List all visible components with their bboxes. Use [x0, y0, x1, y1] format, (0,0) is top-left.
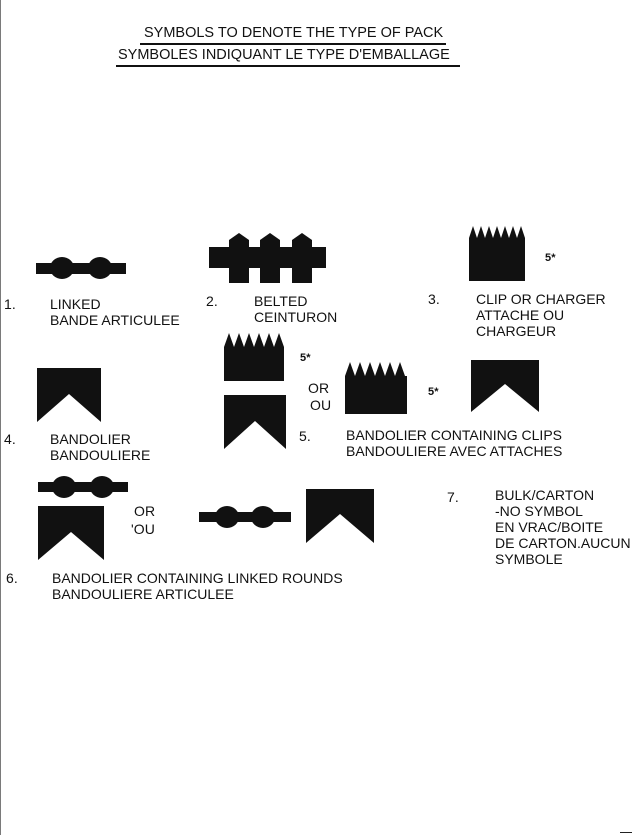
item-5-note-2: 5*	[428, 386, 439, 398]
linked-rounds-icon	[36, 252, 128, 284]
bandolier-icon	[37, 368, 103, 424]
item-2-label	[254, 293, 337, 325]
item-5-line-1: BANDOLIER CONTAINING CLIPS	[346, 427, 563, 443]
item-4-line-1: BANDOLIER	[50, 431, 131, 447]
item-7-line-3: EN VRAC/BOITE	[495, 519, 604, 535]
item-5-number: 5.	[299, 428, 311, 444]
item-6-line-2: BANDOULIERE ARTICULEE	[52, 586, 234, 602]
title-underline-1	[140, 43, 446, 45]
item-3-label	[476, 291, 606, 339]
item-1-line-2: BANDE ARTICULEE	[50, 312, 180, 328]
item-3-line-3: CHARGEUR	[476, 323, 557, 339]
item-6-ou: 'OU	[131, 521, 155, 537]
title-english: SYMBOLS TO DENOTE THE TYPE OF PACK	[144, 25, 444, 41]
item-7-line-4: DE CARTON.AUCUN	[495, 535, 631, 551]
item-5-note-1: 5*	[300, 352, 311, 364]
clip-icon	[469, 226, 529, 286]
item-2-line-2: CEINTURON	[254, 309, 338, 325]
item-5-label	[346, 427, 562, 459]
bandolier-icon-item-5	[224, 395, 288, 451]
item-1-number: 1.	[4, 296, 16, 312]
item-7-line-1: BULK/CARTON	[495, 487, 595, 503]
item-4-number: 4.	[4, 431, 16, 447]
linked-rounds-icon-item-6a	[38, 472, 130, 502]
linked-rounds-icon-item-6b	[199, 502, 293, 532]
scan-mark	[620, 832, 632, 833]
title-underline-2	[116, 65, 460, 67]
item-3-number: 3.	[428, 291, 440, 307]
bandolier-icon-item-6b	[306, 489, 376, 545]
item-5-or: OR	[308, 380, 330, 396]
item-3-line-2: ATTACHE OU	[476, 307, 565, 323]
item-6-number: 6.	[6, 570, 18, 586]
item-3-line-1: CLIP OR CHARGER	[476, 291, 606, 307]
bandolier-icon-item-5b	[471, 360, 541, 414]
item-2-line-1: BELTED	[254, 293, 308, 309]
item-6-or: OR	[134, 503, 156, 519]
item-7-line-5: SYMBOLE	[495, 551, 563, 567]
bandolier-icon-item-6a	[38, 506, 106, 562]
item-4-line-2: BANDOULIERE	[50, 447, 151, 463]
item-4-label	[50, 431, 150, 463]
belted-rounds-icon	[209, 233, 327, 285]
item-2-number: 2.	[206, 293, 218, 309]
scan-edge-left	[0, 0, 1, 835]
title-french: SYMBOLES INDIQUANT LE TYPE D'EMBALLAGE	[118, 47, 450, 63]
item-6-label	[52, 570, 343, 602]
item-3-note: 5*	[545, 252, 556, 264]
item-7-number: 7.	[447, 489, 459, 505]
item-1-label	[50, 296, 180, 328]
clip-icon-item-5b	[345, 362, 411, 416]
item-7-line-2: -NO SYMBOL	[495, 503, 583, 519]
item-7-label	[495, 487, 631, 567]
item-6-line-1: BANDOLIER CONTAINING LINKED ROUNDS	[52, 570, 343, 586]
clip-icon-item-5a	[224, 333, 286, 383]
item-5-ou: OU	[310, 397, 332, 413]
item-1-line-1: LINKED	[50, 296, 101, 312]
item-5-line-2: BANDOULIERE AVEC ATTACHES	[346, 443, 563, 459]
